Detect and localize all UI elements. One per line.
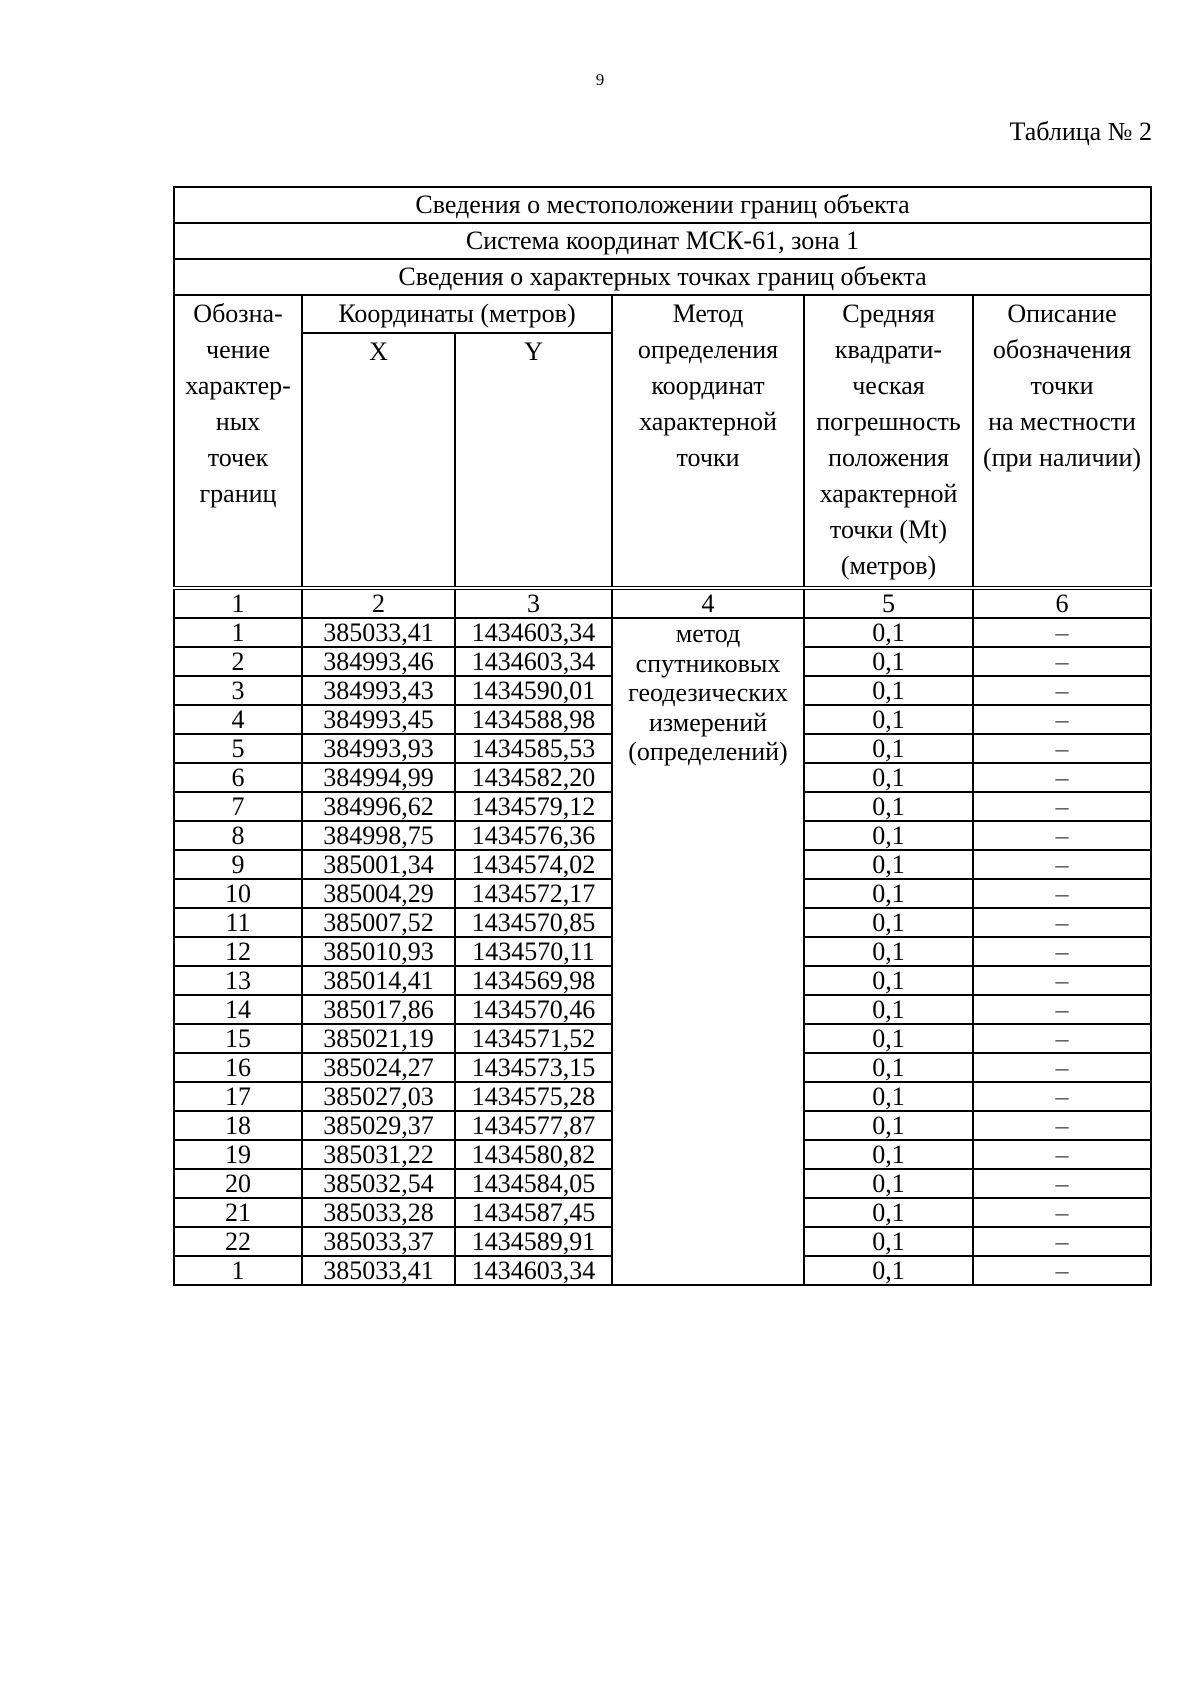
header-error xyxy=(804,295,973,588)
coord-x: 384994,99 xyxy=(302,763,455,792)
error-mt: 0,1 xyxy=(804,879,973,908)
header-line: положения xyxy=(828,443,949,472)
coord-y: 1434588,98 xyxy=(455,705,612,734)
coord-y: 1434572,17 xyxy=(455,879,612,908)
description: – xyxy=(973,705,1151,734)
point-number: 13 xyxy=(174,966,302,995)
header-line: характерной xyxy=(639,407,777,436)
coord-y: 1434590,01 xyxy=(455,676,612,705)
column-number: 6 xyxy=(973,588,1151,618)
point-number: 17 xyxy=(174,1082,302,1111)
column-number: 2 xyxy=(302,588,455,618)
point-number: 16 xyxy=(174,1053,302,1082)
header-line: ных xyxy=(215,407,261,436)
error-mt: 0,1 xyxy=(804,705,973,734)
coord-x: 385033,41 xyxy=(302,618,455,647)
description: – xyxy=(973,1111,1151,1140)
description: – xyxy=(973,1227,1151,1256)
header-line: точки xyxy=(1030,371,1094,400)
method-line: измерений xyxy=(648,707,768,737)
header-coordinates: Координаты (метров) xyxy=(302,295,612,333)
coord-x: 384993,43 xyxy=(302,676,455,705)
error-mt: 0,1 xyxy=(804,647,973,676)
point-number: 10 xyxy=(174,879,302,908)
point-number: 7 xyxy=(174,792,302,821)
page-number: 9 xyxy=(595,70,605,89)
coord-x: 385021,19 xyxy=(302,1024,455,1053)
coord-y: 1434569,98 xyxy=(455,966,612,995)
point-number: 4 xyxy=(174,705,302,734)
coord-y: 1434574,02 xyxy=(455,850,612,879)
header-x: X xyxy=(302,333,455,588)
header-line: Описание xyxy=(1007,299,1117,328)
column-number: 1 xyxy=(174,588,302,618)
point-number: 2 xyxy=(174,647,302,676)
header-line: квадрати- xyxy=(834,335,943,364)
point-number: 1 xyxy=(174,618,302,647)
method-line: геодезических xyxy=(628,678,788,707)
point-number: 1 xyxy=(174,1256,302,1285)
description: – xyxy=(973,995,1151,1024)
coord-y: 1434570,85 xyxy=(455,908,612,937)
header-line: определения xyxy=(637,335,779,364)
header-line: Обозна- xyxy=(193,299,283,328)
description: – xyxy=(973,618,1151,647)
coord-x: 385017,86 xyxy=(302,995,455,1024)
error-mt: 0,1 xyxy=(804,1024,973,1053)
error-mt: 0,1 xyxy=(804,676,973,705)
description: – xyxy=(973,734,1151,763)
coord-y: 1434570,11 xyxy=(455,937,612,966)
coord-x: 385004,29 xyxy=(302,879,455,908)
description: – xyxy=(973,1256,1151,1285)
point-number: 15 xyxy=(174,1024,302,1053)
point-number: 6 xyxy=(174,763,302,792)
description: – xyxy=(973,908,1151,937)
coord-y: 1434582,20 xyxy=(455,763,612,792)
error-mt: 0,1 xyxy=(804,908,973,937)
description: – xyxy=(973,792,1151,821)
point-number: 18 xyxy=(174,1111,302,1140)
coord-x: 385032,54 xyxy=(302,1169,455,1198)
coord-x: 385033,41 xyxy=(302,1256,455,1285)
header-line: чение xyxy=(206,335,270,364)
description: – xyxy=(973,1140,1151,1169)
boundary-points-table xyxy=(173,186,1152,1286)
table-title-coordinate-system: Система координат МСК-61, зона 1 xyxy=(174,223,1151,259)
error-mt: 0,1 xyxy=(804,734,973,763)
header-line: погрешность xyxy=(816,407,961,436)
point-number: 14 xyxy=(174,995,302,1024)
point-number: 20 xyxy=(174,1169,302,1198)
description: – xyxy=(973,763,1151,792)
point-number: 21 xyxy=(174,1198,302,1227)
coord-x: 385027,03 xyxy=(302,1082,455,1111)
coord-y: 1434589,91 xyxy=(455,1227,612,1256)
header-line: ческая xyxy=(852,371,925,400)
point-number: 8 xyxy=(174,821,302,850)
description: – xyxy=(973,1053,1151,1082)
header-designation xyxy=(174,295,302,588)
coord-x: 384993,93 xyxy=(302,734,455,763)
error-mt: 0,1 xyxy=(804,1053,973,1082)
point-number: 19 xyxy=(174,1140,302,1169)
header-description xyxy=(973,295,1151,588)
coord-x: 384993,46 xyxy=(302,647,455,676)
point-number: 12 xyxy=(174,937,302,966)
point-number: 9 xyxy=(174,850,302,879)
description: – xyxy=(973,937,1151,966)
header-line: характерной xyxy=(819,479,958,508)
coord-x: 384998,75 xyxy=(302,821,455,850)
header-line: (метров) xyxy=(840,551,937,580)
coord-y: 1434570,46 xyxy=(455,995,612,1024)
point-number: 5 xyxy=(174,734,302,763)
header-line: точек xyxy=(207,443,269,472)
header-method xyxy=(612,295,804,588)
method-line: (определений) xyxy=(628,737,788,766)
header-line: характер- xyxy=(185,371,291,400)
header-y: Y xyxy=(455,333,612,588)
coord-y: 1434576,36 xyxy=(455,821,612,850)
point-number: 3 xyxy=(174,676,302,705)
error-mt: 0,1 xyxy=(804,1169,973,1198)
description: – xyxy=(973,1024,1151,1053)
error-mt: 0,1 xyxy=(804,1111,973,1140)
coord-x: 385029,37 xyxy=(302,1111,455,1140)
error-mt: 0,1 xyxy=(804,763,973,792)
coord-y: 1434577,87 xyxy=(455,1111,612,1140)
coord-y: 1434571,52 xyxy=(455,1024,612,1053)
description: – xyxy=(973,850,1151,879)
coord-y: 1434573,15 xyxy=(455,1053,612,1082)
description: – xyxy=(973,676,1151,705)
table-title-location: Сведения о местоположении границ объекта xyxy=(174,187,1151,223)
coord-x: 385007,52 xyxy=(302,908,455,937)
error-mt: 0,1 xyxy=(804,966,973,995)
error-mt: 0,1 xyxy=(804,1256,973,1285)
coord-y: 1434584,05 xyxy=(455,1169,612,1198)
description: – xyxy=(973,1082,1151,1111)
coord-y: 1434603,34 xyxy=(455,618,612,647)
coord-y: 1434587,45 xyxy=(455,1198,612,1227)
description: – xyxy=(973,647,1151,676)
error-mt: 0,1 xyxy=(804,792,973,821)
header-line: на местности xyxy=(988,407,1136,436)
header-line: точки (Mt) xyxy=(829,515,948,544)
error-mt: 0,1 xyxy=(804,995,973,1024)
coord-x: 385010,93 xyxy=(302,937,455,966)
coord-y: 1434603,34 xyxy=(455,647,612,676)
column-number: 3 xyxy=(455,588,612,618)
header-line: Метод xyxy=(672,299,744,328)
error-mt: 0,1 xyxy=(804,821,973,850)
error-mt: 0,1 xyxy=(804,1227,973,1256)
header-line: координат xyxy=(651,371,765,400)
table-row xyxy=(174,618,1151,647)
coord-y: 1434580,82 xyxy=(455,1140,612,1169)
coord-x: 385001,34 xyxy=(302,850,455,879)
point-number: 22 xyxy=(174,1227,302,1256)
coord-y: 1434603,34 xyxy=(455,1256,612,1285)
header-line: точки xyxy=(676,443,740,472)
description: – xyxy=(973,966,1151,995)
header-line: Средняя xyxy=(842,299,935,328)
description: – xyxy=(973,879,1151,908)
coord-y: 1434585,53 xyxy=(455,734,612,763)
method-cell xyxy=(612,618,804,1285)
header-line: (при наличии) xyxy=(982,443,1142,472)
coord-x: 385014,41 xyxy=(302,966,455,995)
point-number: 11 xyxy=(174,908,302,937)
coord-x: 385033,37 xyxy=(302,1227,455,1256)
column-number: 4 xyxy=(612,588,804,618)
error-mt: 0,1 xyxy=(804,618,973,647)
coord-y: 1434579,12 xyxy=(455,792,612,821)
description: – xyxy=(973,1198,1151,1227)
error-mt: 0,1 xyxy=(804,1198,973,1227)
coord-x: 384993,45 xyxy=(302,705,455,734)
coord-y: 1434575,28 xyxy=(455,1082,612,1111)
table-label: Таблица № 2 xyxy=(1009,117,1152,146)
coord-x: 385031,22 xyxy=(302,1140,455,1169)
error-mt: 0,1 xyxy=(804,1140,973,1169)
coord-x: 385033,28 xyxy=(302,1198,455,1227)
error-mt: 0,1 xyxy=(804,850,973,879)
description: – xyxy=(973,1169,1151,1198)
header-line: границ xyxy=(199,479,277,508)
coord-x: 385024,27 xyxy=(302,1053,455,1082)
column-number: 5 xyxy=(804,588,973,618)
error-mt: 0,1 xyxy=(804,1082,973,1111)
header-line: обозначения xyxy=(992,335,1132,364)
method-line: метод xyxy=(675,619,741,648)
table-title-points: Сведения о характерных точках границ объекта xyxy=(174,259,1151,295)
error-mt: 0,1 xyxy=(804,937,973,966)
coord-x: 384996,62 xyxy=(302,792,455,821)
method-line: спутниковых xyxy=(635,648,781,678)
description: – xyxy=(973,821,1151,850)
